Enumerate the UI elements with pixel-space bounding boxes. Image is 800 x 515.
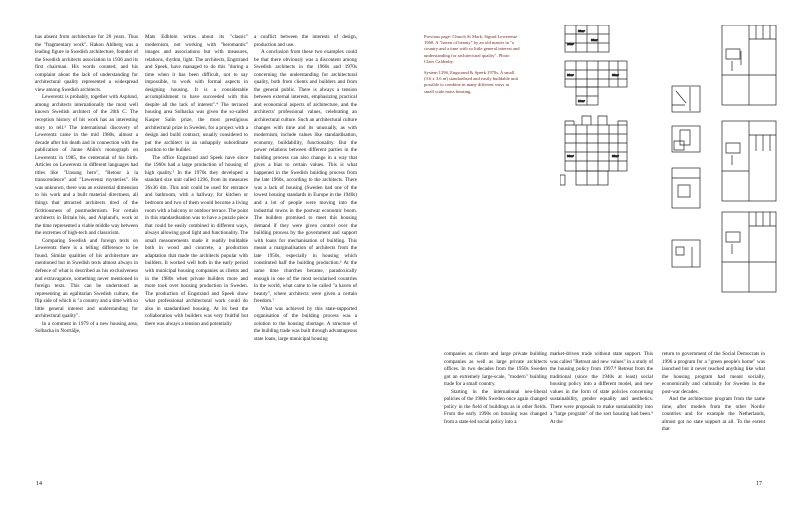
paragraph: return to government of the Social Democrats in 1996 a program for a "green people's home" was launched but it never reached anything like what the housing program had meant socially, economically and culturally for Sweden in the post-war decades. [662,351,765,395]
right-column-2 [550,351,653,451]
caption-church: Previous page: Church St Mark, Sigurd Lewerentz 1960. A "haven of beauty" by an old master in "a country and a time with so little general interest and understanding for architectural quality". Photo Claes Caldenby. [424,34,520,64]
paragraph: a conflict between the interests of design, production and use. [254,34,357,48]
paragraph: And the architecture program from the same time, after models from the other Nordic countries and for example the Netherlands, almost got no state support at all. To the extent that [662,396,765,433]
plan-label: 36m² [591,38,598,42]
page-number-right: 17 [756,481,762,487]
plan-label: 24m² [567,42,574,46]
paragraph: has absent from architecture for 20 years. Thus the "fragmentary work". Hakon Ahlberg was a leading figure in Swedish architecture, founder of the Swedish architects association in 1936 and its first chairman. His words counted, and his complaint about the lack of understanding for architectural quality represented a widespread view among Swedish architects. [35,34,138,93]
paragraph: Lewerentz is probably, together with Asplund, among architects internationally the most well known Swedish architect of the 20th C. The reception history of his work has an interesting story to tell.³ The international discovery of Lewerentz came in the mid 1980s, almost a decade after his death and in connection with the publication of Janne Ahlin's monograph on Lewerentz in 1985, the centennial of his birth. Articles on Lewerentz in different languages had titles like "Unsung hero", "Retour à la transcendence" and "Lewerentz mysteries". He was unknown, there was an existential dimension to his work and a built material directness, all things that attracted architects tired of the fictitiousness of postmodernism. For certain architects in Britain his, and Asplund's, work at the time represented a viable middle way between the extremes of high-tech and classicism. [35,94,138,237]
plan-label: 36m² [567,73,574,77]
right-column-3 [662,351,765,451]
paragraph: What was achieved by this state-supported organisation of the building process was a solution to the housing shortage. A structure of the building trade was built through advantageous state loans, large municipal housing [254,305,357,342]
plan-label: 36m² [612,154,619,158]
plan-label: 36m² [578,29,585,33]
left-column-3 [254,34,357,424]
paragraph: companies as clients and large private building companies as well as large private architects offices. In two decades from the 1950s Sweden got an extremely large-scale, "modern" building trade for a small country. [444,351,547,388]
right-column-1 [444,351,547,451]
page-number-left: 14 [36,481,42,487]
left-column-1 [35,34,138,444]
paragraph: The office Engstrand and Speek have since the 1960s had a large production of housing of high quality.⁵ In the 1970s they developed a standard size unit called 1296, from its measures 36x36 dm. This unit could be used for entrance and bathroom, with a hallway, for kitchen or bedroom and two of them would become a living room with a balcony or outdoor terrace. The point in this standardisation was to have a puzzle piece that could be easily combined in different ways, always allowing good light and functionality. The small measurements made it readily buildable both in wood and concrete, a production adaptation that made the architects popular with builders. It worked well both in the early period with municipal housing companies as clients and in the 1980s when private builders more and more took over housing production in Sweden. The production of Engstrand and Speek show what professional architectural work could do also in standardised housing. At its best the collaboration with builders was very fruitful but there was always a tension and potentially [145,154,248,327]
paragraph: Starting in the international neo-liberal policies of the 1980s Sweden once again changed policy in the field of buildings as in other fields. From the early 1990s on housing was changed from a state-led social policy into a [444,388,547,425]
left-column-2 [145,34,248,424]
paragraph: Comparing Swedish and foreign texts on Lewerentz there is a telling difference to be found. Similar qualities of his architecture are mentioned but in Swedish texts almost always in defence of what is described as his exclusiveness and extravagance, something never mentioned in foreign texts. This can be understood as representing an egalitarian Swedish culture, the flip side of which is "a country and a time with so little general interest and understanding for architectural quality". [35,237,138,320]
paragraph: A conclusion from these two examples could be that there obviously was a discontent among Swedish architects in the 1960s and 1970s concerning the understanding for architectural quality, both from clients and builders and from the general public. There is always a tension between external interests, emphasizing practical and economical aspects of architecture, and the architects' professional values, celebrating an architectural culture. Such an architectural culture changes with time and its unusually, as with modernism, include values like standardisation, economy, buildability, functionality. But the power relations between different parties in the building process can also change in a way that gives a bias to certain values. This is what happened in the Swedish building process from the late 1960s, according to the architects. There was a lack of housing (Sweden had one of the lowest housing standards in Europe in the 1940s) and a lot of people were moving into the industrial towns in the postwar economic boom. The builders promised to meet this housing demand if they were given control over the building process by the government and support with loans for mechanisation of building. This meant a marginalisation of architects from the late 1950s, especially in housing which constituted half the building production.⁶ At the same time churches became, paradoxically enough in one of the most secularised countries in the world, what came to be called "a haven of beauty", where architects were given a certain freedom.⁷ [254,49,357,305]
plan-label: 24m² [578,99,585,103]
paragraph: Mats Edblom writes about its "classic" modernism, not working with "heromantic" images and associations but with measures, relations, rhythm, light. The architects, Engstrand and Speek, have managed to do this "during a time when it has been difficult, not to say impossible, to work with formal aspects in designing housing. It is a considerable accomplishment to have succeeded with this despite all the lack of interest".⁴ The terraced housing area Solbacka was given the so-called Kasper Salin prize, the most prestigious architectural prize in Sweden, for a project with a design and build contract, usually considered to put the architect in an unhappily subordinate position to the builder. [145,34,248,154]
caption-system-1296: System 1296, Engstrand & Speek 1970s. A small (3.6 x 3.6 m) standardised and easily buildable unit possible to combine in many different ways in small scale mass housing. [424,70,519,94]
plan-label: 36m² [612,73,619,77]
paragraph: In a comment in 1979 of a new housing area, Solbacka in Norrtälje, [35,320,138,335]
paragraph: market-driven trade without state support. This was called "Retreat and new values" in a study of the housing policy from 1997.⁸ Retreat from the traditional (since the 1940s at least) social housing policy into a different model, and new values in the form of state policies concerning sustainability, gender equality and aesthetics. There were proposals to make sustainability into a "large program" of the sort housing had been.⁹ At the [550,351,653,425]
plan-label: 36m² [567,154,574,158]
